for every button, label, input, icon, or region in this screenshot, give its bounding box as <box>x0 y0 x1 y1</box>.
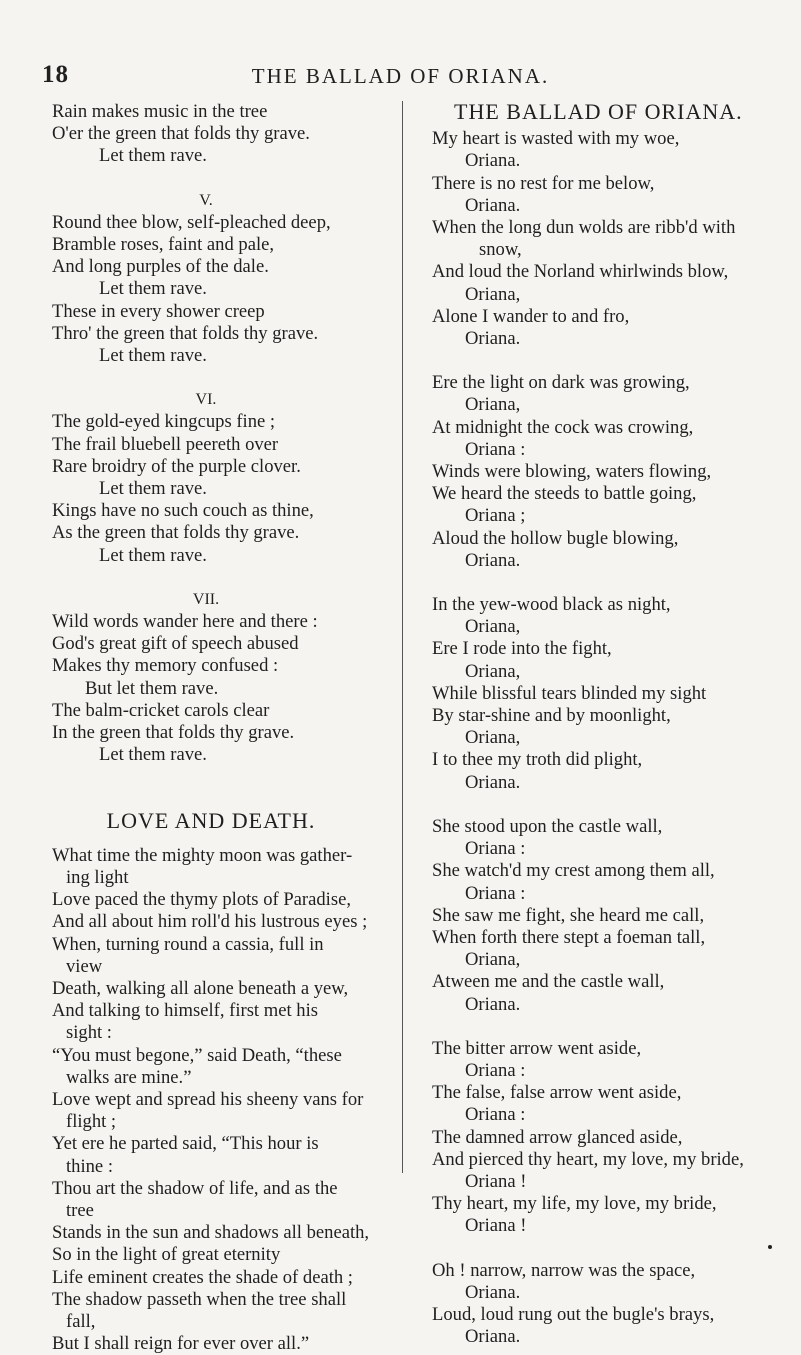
refrain-line: Oriana : <box>465 838 526 860</box>
refrain-line: Let them rave. <box>99 345 207 367</box>
poem-title: LOVE AND DEATH. <box>106 808 316 834</box>
refrain-line: Oriana. <box>465 771 521 793</box>
verse-line: And loud the Norland whirlwinds blow, <box>432 261 729 283</box>
verse-line: She stood upon the castle wall, <box>432 815 663 837</box>
verse-line: In the green that folds thy grave. <box>52 722 295 744</box>
refrain-line: Let them rave. <box>99 544 207 566</box>
refrain-line: Oriana : <box>465 1104 526 1126</box>
page-header <box>0 61 801 91</box>
verse-line: Wild words wander here and there : <box>52 611 318 633</box>
refrain-line: Oriana, <box>465 394 521 416</box>
verse-line: Love paced the thymy plots of Paradise, <box>52 889 351 911</box>
verse-line: Ere I rode into the fight, <box>432 638 612 660</box>
verse-line: When forth there stept a foeman tall, <box>432 926 706 948</box>
running-title: THE BALLAD OF ORIANA. <box>251 64 550 88</box>
verse-line: Death, walking all alone beneath a yew, <box>52 977 349 999</box>
refrain-line: Let them rave. <box>99 278 207 300</box>
verse-line: Rare broidry of the purple clover. <box>52 455 301 477</box>
verse-line: Kings have no such couch as thine, <box>52 500 314 522</box>
verse-line: “You must begone,” said Death, “these <box>52 1044 342 1066</box>
column-divider <box>402 101 403 1173</box>
refrain-line: Oriana : <box>465 1059 526 1081</box>
verse-line: Thy heart, my life, my love, my bride, <box>432 1193 717 1215</box>
verse-line: Atween me and the castle wall, <box>432 971 665 993</box>
verse-line: She watch'd my crest among them all, <box>432 860 715 882</box>
refrain-line: Oriana. <box>465 549 521 571</box>
stanza-continued <box>52 101 390 168</box>
verse-line: thine : <box>66 1155 113 1177</box>
refrain-line: Oriana ; <box>465 505 526 527</box>
verse-line: Love wept and spread his sheeny vans for <box>52 1088 364 1110</box>
verse-line: We heard the steeds to battle going, <box>432 483 697 505</box>
refrain-line: Oriana. <box>465 993 521 1015</box>
refrain-line: But let them rave. <box>85 677 219 699</box>
oriana-stanza-4 <box>432 816 772 1016</box>
verse-line: And all about him roll'd his lustrous eyes ; <box>52 911 368 933</box>
left-column <box>52 101 390 1355</box>
stanza-5 <box>52 212 390 367</box>
verse-line: Ere the light on dark was growing, <box>432 372 690 394</box>
verse-line: I to thee my troth did plight, <box>432 749 643 771</box>
verse-line: These in every shower creep <box>52 300 265 322</box>
verse-line: And talking to himself, first met his <box>52 1000 318 1022</box>
bullet-mark <box>768 1245 772 1249</box>
verse-line: So in the light of great eternity <box>52 1244 281 1266</box>
refrain-line: Oriana. <box>465 194 521 216</box>
poem-love-and-death <box>52 845 390 1355</box>
verse-line: Life eminent creates the shade of death ; <box>52 1266 353 1288</box>
stanza-numeral: VII. <box>192 590 220 608</box>
refrain-line: Let them rave. <box>99 145 207 167</box>
verse-line: Alone I wander to and fro, <box>432 305 630 327</box>
verse-line: Makes thy memory confused : <box>52 655 279 677</box>
verse-line: Stands in the sun and shadows all beneath, <box>52 1222 370 1244</box>
refrain-line: Oriana, <box>465 660 521 682</box>
stanza-numeral: VI. <box>195 391 217 409</box>
refrain-line: Oriana, <box>465 727 521 749</box>
verse-line: In the yew-wood black as night, <box>432 594 671 616</box>
verse-line: The shadow passeth when the tree shall <box>52 1288 347 1310</box>
refrain-line: Oriana. <box>465 328 521 350</box>
stanza-numeral: V. <box>199 191 213 209</box>
oriana-stanza-3 <box>432 594 772 794</box>
refrain-line: Oriana. <box>465 1326 521 1348</box>
refrain-line: Oriana ! <box>465 1170 527 1192</box>
poem-title: THE BALLAD OF ORIANA. <box>454 99 743 124</box>
verse-line: view <box>66 955 103 977</box>
verse-line: God's great gift of speech abused <box>52 633 299 655</box>
stanza-7 <box>52 611 390 766</box>
verse-line: Thou art the shadow of life, and as the <box>52 1177 338 1199</box>
verse-line: The damned arrow glanced aside, <box>432 1126 683 1148</box>
oriana-stanza-2 <box>432 372 772 572</box>
verse-line: Loud, loud rung out the bugle's brays, <box>432 1303 715 1325</box>
verse-line: When the long dun wolds are ribb'd with <box>432 217 736 239</box>
verse-line: Yet ere he parted said, “This hour is <box>52 1133 319 1155</box>
verse-line: snow, <box>479 239 522 261</box>
page-number: 18 <box>42 61 69 88</box>
refrain-line: Let them rave. <box>99 744 207 766</box>
verse-line: Winds were blowing, waters flowing, <box>432 461 712 483</box>
refrain-line: Oriana, <box>465 949 521 971</box>
verse-line: But I shall reign for ever over all.” <box>52 1333 310 1355</box>
verse-line: Bramble roses, faint and pale, <box>52 234 275 256</box>
refrain-line: Oriana, <box>465 616 521 638</box>
verse-line: tree <box>66 1199 94 1221</box>
verse-line: Aloud the hollow bugle blowing, <box>432 527 679 549</box>
verse-line: walks are mine.” <box>66 1066 192 1088</box>
stanza-6 <box>52 411 390 566</box>
verse-line: flight ; <box>66 1111 117 1133</box>
refrain-line: Oriana. <box>465 150 521 172</box>
refrain-line: Oriana ! <box>465 1215 527 1237</box>
verse-line: While blissful tears blinded my sight <box>432 682 707 704</box>
oriana-stanza-1 <box>432 128 772 350</box>
verse-line: When, turning round a cassia, full in <box>52 933 324 955</box>
verse-line: She saw me fight, she heard me call, <box>432 904 705 926</box>
verse-line: There is no rest for me below, <box>432 172 655 194</box>
verse-line: ing light <box>66 866 129 888</box>
right-column <box>432 101 772 1348</box>
oriana-stanza-5 <box>432 1038 772 1238</box>
verse-line: My heart is wasted with my woe, <box>432 128 680 150</box>
verse-line: By star-shine and by moonlight, <box>432 705 671 727</box>
refrain-line: Oriana, <box>465 283 521 305</box>
verse-line: What time the mighty moon was gather- <box>52 844 353 866</box>
refrain-line: Oriana : <box>465 438 526 460</box>
verse-line: Oh ! narrow, narrow was the space, <box>432 1259 696 1281</box>
refrain-line: Let them rave. <box>99 478 207 500</box>
verse-line: And long purples of the dale. <box>52 256 269 278</box>
verse-line: O'er the green that folds thy grave. <box>52 123 310 145</box>
verse-line: The bitter arrow went aside, <box>432 1037 642 1059</box>
verse-line: The false, false arrow went aside, <box>432 1082 682 1104</box>
verse-line: Rain makes music in the tree <box>52 101 268 122</box>
verse-line: And pierced thy heart, my love, my bride, <box>432 1148 744 1170</box>
refrain-line: Oriana. <box>465 1281 521 1303</box>
verse-line: The balm-cricket carols clear <box>52 699 270 721</box>
verse-line: At midnight the cock was crowing, <box>432 416 694 438</box>
oriana-stanza-6 <box>432 1260 772 1349</box>
refrain-line: Oriana : <box>465 882 526 904</box>
verse-line: As the green that folds thy grave. <box>52 522 300 544</box>
verse-line: The frail bluebell peereth over <box>52 433 279 455</box>
verse-line: The gold-eyed kingcups fine ; <box>52 411 276 433</box>
verse-line: sight : <box>66 1022 112 1044</box>
verse-line: Thro' the green that folds thy grave. <box>52 322 319 344</box>
verse-line: Round thee blow, self-pleached deep, <box>52 211 331 233</box>
verse-line: fall, <box>66 1310 96 1332</box>
